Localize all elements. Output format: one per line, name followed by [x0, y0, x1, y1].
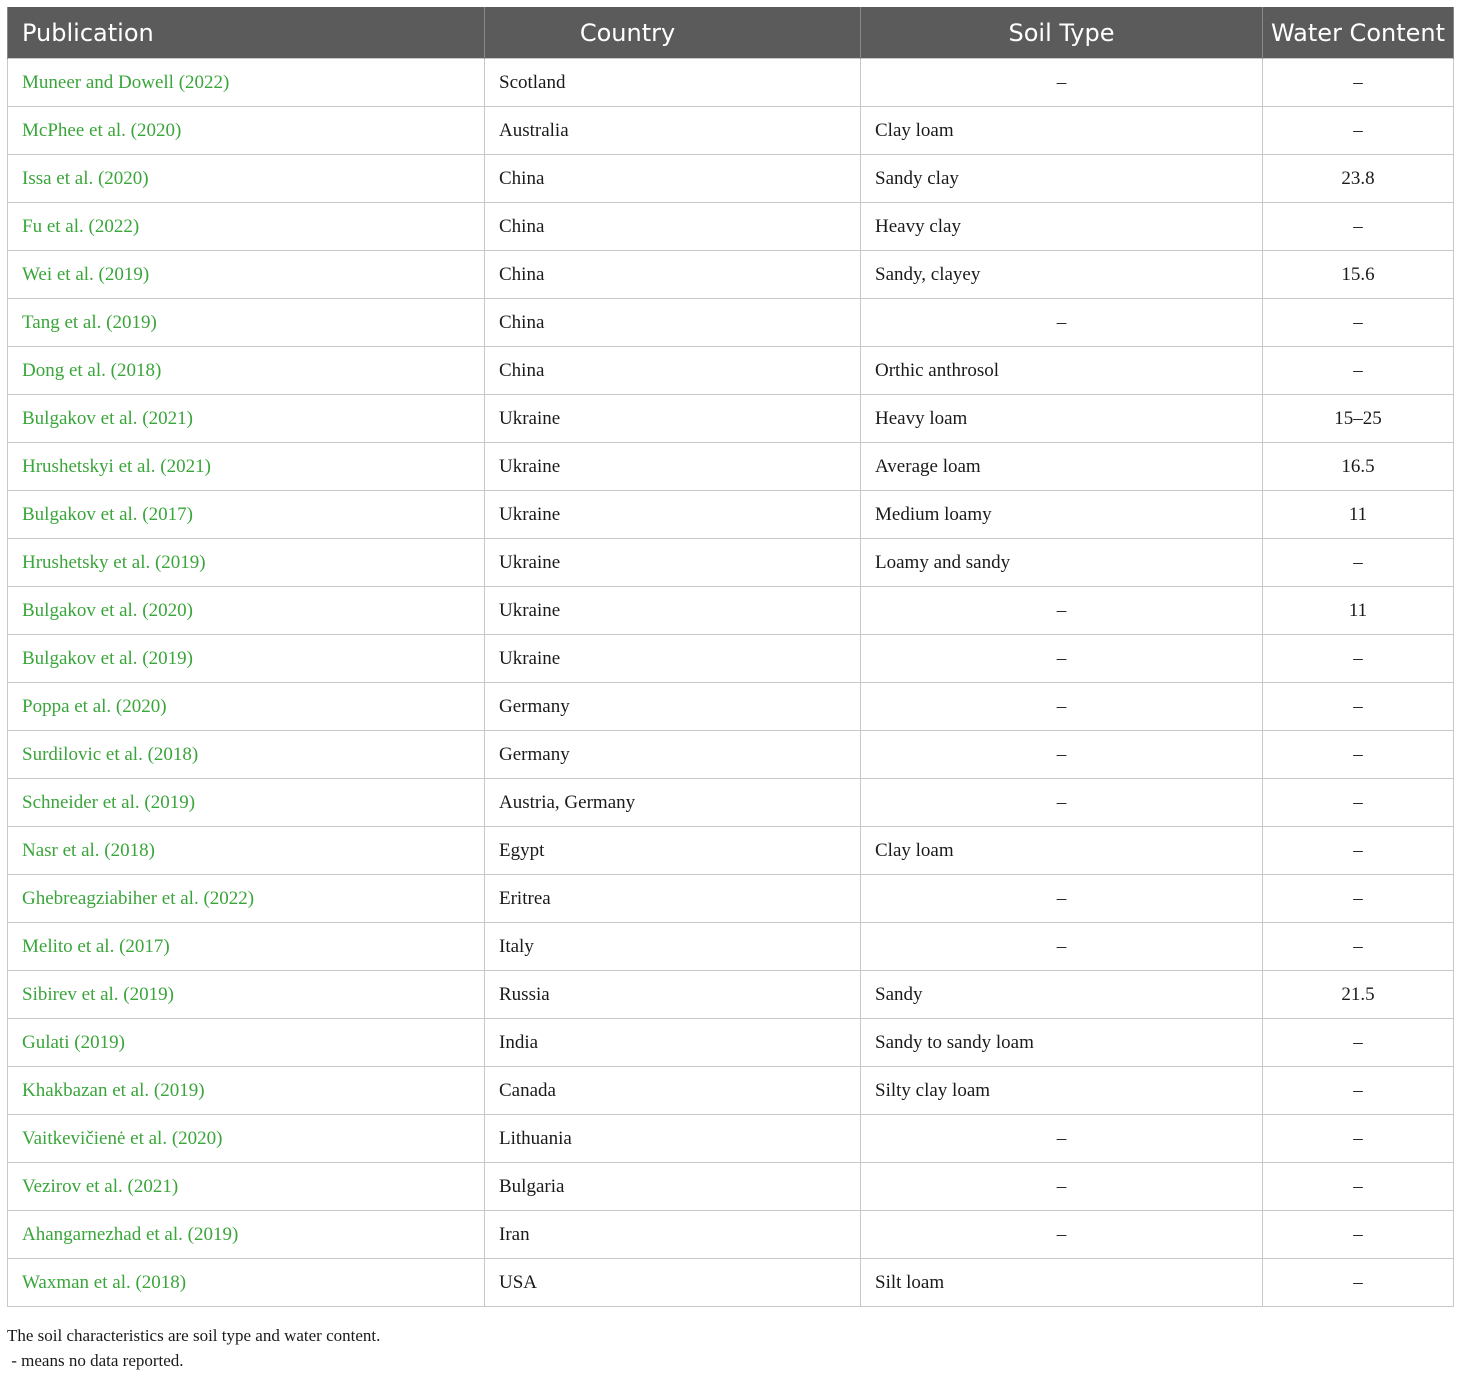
country-cell: Egypt: [485, 827, 861, 875]
publication-link[interactable]: Nasr et al. (2018): [8, 827, 485, 875]
publication-link[interactable]: Sibirev et al. (2019): [8, 971, 485, 1019]
table-row: [8, 155, 1454, 203]
country-cell: Lithuania: [485, 1115, 861, 1163]
country-cell: Ukraine: [485, 395, 861, 443]
soil-type-cell: –: [861, 779, 1263, 827]
water-content-cell: –: [1263, 1067, 1454, 1115]
table-row: [8, 539, 1454, 587]
country-cell: China: [485, 251, 861, 299]
water-content-cell: –: [1263, 1163, 1454, 1211]
publication-link[interactable]: Tang et al. (2019): [8, 299, 485, 347]
soil-type-cell: –: [861, 1211, 1263, 1259]
water-content-cell: –: [1263, 1259, 1454, 1307]
publication-link[interactable]: Bulgakov et al. (2019): [8, 635, 485, 683]
soil-type-cell: Sandy: [861, 971, 1263, 1019]
country-cell: Scotland: [485, 59, 861, 107]
soil-type-cell: –: [861, 587, 1263, 635]
country-cell: China: [485, 203, 861, 251]
soil-type-cell: Sandy, clayey: [861, 251, 1263, 299]
water-content-cell: –: [1263, 539, 1454, 587]
publication-link[interactable]: Bulgakov et al. (2017): [8, 491, 485, 539]
country-cell: Ukraine: [485, 587, 861, 635]
publication-link[interactable]: Hrushetskyi et al. (2021): [8, 443, 485, 491]
table-row: [8, 731, 1454, 779]
soil-type-cell: Heavy clay: [861, 203, 1263, 251]
table-row: [8, 203, 1454, 251]
water-content-cell: 21.5: [1263, 971, 1454, 1019]
table-footnotes: [7, 1323, 380, 1373]
table-row: [8, 107, 1454, 155]
publication-link[interactable]: Muneer and Dowell (2022): [8, 59, 485, 107]
soil-type-cell: –: [861, 875, 1263, 923]
country-cell: Italy: [485, 923, 861, 971]
water-content-cell: –: [1263, 683, 1454, 731]
soil-type-cell: Clay loam: [861, 107, 1263, 155]
table-row: [8, 1115, 1454, 1163]
soil-type-cell: –: [861, 731, 1263, 779]
publication-link[interactable]: Schneider et al. (2019): [8, 779, 485, 827]
table-row: [8, 1211, 1454, 1259]
country-cell: Austria, Germany: [485, 779, 861, 827]
table-row: [8, 395, 1454, 443]
publication-link[interactable]: Fu et al. (2022): [8, 203, 485, 251]
soil-type-cell: –: [861, 1163, 1263, 1211]
table-row: [8, 923, 1454, 971]
header-water-content: Water Content: [1263, 7, 1454, 59]
country-cell: Australia: [485, 107, 861, 155]
soil-type-cell: Loamy and sandy: [861, 539, 1263, 587]
footnote-dash-meaning: - means no data reported.: [7, 1351, 184, 1370]
soil-type-cell: –: [861, 923, 1263, 971]
publication-link[interactable]: Bulgakov et al. (2020): [8, 587, 485, 635]
soil-type-cell: Orthic anthrosol: [861, 347, 1263, 395]
publication-link[interactable]: Wei et al. (2019): [8, 251, 485, 299]
country-cell: Germany: [485, 683, 861, 731]
water-content-cell: –: [1263, 827, 1454, 875]
water-content-cell: 23.8: [1263, 155, 1454, 203]
country-cell: USA: [485, 1259, 861, 1307]
publication-link[interactable]: Hrushetsky et al. (2019): [8, 539, 485, 587]
country-cell: Bulgaria: [485, 1163, 861, 1211]
table-row: [8, 875, 1454, 923]
country-cell: Ukraine: [485, 539, 861, 587]
table-row: [8, 59, 1454, 107]
country-cell: Ukraine: [485, 635, 861, 683]
country-cell: Ukraine: [485, 443, 861, 491]
publication-link[interactable]: Dong et al. (2018): [8, 347, 485, 395]
table-row: [8, 1067, 1454, 1115]
publication-link[interactable]: McPhee et al. (2020): [8, 107, 485, 155]
header-publication: Publication: [8, 7, 485, 59]
table-row: [8, 251, 1454, 299]
soil-type-cell: –: [861, 635, 1263, 683]
header-soil-type: Soil Type: [861, 7, 1263, 59]
table-row: [8, 347, 1454, 395]
country-cell: Canada: [485, 1067, 861, 1115]
water-content-cell: –: [1263, 1115, 1454, 1163]
soil-type-cell: Average loam: [861, 443, 1263, 491]
publication-link[interactable]: Khakbazan et al. (2019): [8, 1067, 485, 1115]
country-cell: China: [485, 299, 861, 347]
table-row: [8, 827, 1454, 875]
footnote-soil-characteristics: The soil characteristics are soil type and water content.: [7, 1326, 381, 1345]
country-cell: China: [485, 347, 861, 395]
water-content-cell: –: [1263, 203, 1454, 251]
publication-link[interactable]: Bulgakov et al. (2021): [8, 395, 485, 443]
soil-type-cell: Heavy loam: [861, 395, 1263, 443]
table-row: [8, 779, 1454, 827]
water-content-cell: –: [1263, 923, 1454, 971]
country-cell: India: [485, 1019, 861, 1067]
table-row: [8, 971, 1454, 1019]
water-content-cell: 15–25: [1263, 395, 1454, 443]
water-content-cell: –: [1263, 731, 1454, 779]
country-cell: China: [485, 155, 861, 203]
header-row: [8, 7, 1454, 59]
table-row: [8, 635, 1454, 683]
water-content-cell: –: [1263, 59, 1454, 107]
publication-link[interactable]: Gulati (2019): [8, 1019, 485, 1067]
publication-link[interactable]: Ahangarnezhad et al. (2019): [8, 1211, 485, 1259]
water-content-cell: 16.5: [1263, 443, 1454, 491]
soil-type-cell: Sandy clay: [861, 155, 1263, 203]
water-content-cell: –: [1263, 875, 1454, 923]
publication-link[interactable]: Issa et al. (2020): [8, 155, 485, 203]
table-row: [8, 299, 1454, 347]
table-body: [8, 59, 1454, 1307]
publication-link[interactable]: Poppa et al. (2020): [8, 683, 485, 731]
water-content-cell: –: [1263, 299, 1454, 347]
soil-type-cell: –: [861, 59, 1263, 107]
publication-link[interactable]: Vezirov et al. (2021): [8, 1163, 485, 1211]
soil-type-cell: Sandy to sandy loam: [861, 1019, 1263, 1067]
table-row: [8, 587, 1454, 635]
country-cell: Germany: [485, 731, 861, 779]
country-cell: Eritrea: [485, 875, 861, 923]
water-content-cell: –: [1263, 107, 1454, 155]
soil-type-cell: –: [861, 683, 1263, 731]
water-content-cell: 11: [1263, 587, 1454, 635]
water-content-cell: –: [1263, 1211, 1454, 1259]
publication-link[interactable]: Melito et al. (2017): [8, 923, 485, 971]
table-row: [8, 443, 1454, 491]
table-row: [8, 1163, 1454, 1211]
publication-link[interactable]: Vaitkevičienė et al. (2020): [8, 1115, 485, 1163]
soil-type-cell: Medium loamy: [861, 491, 1263, 539]
water-content-cell: 11: [1263, 491, 1454, 539]
publication-link[interactable]: Ghebreagziabiher et al. (2022): [8, 875, 485, 923]
water-content-cell: –: [1263, 1019, 1454, 1067]
soil-type-cell: –: [861, 1115, 1263, 1163]
publication-link[interactable]: Surdilovic et al. (2018): [8, 731, 485, 779]
publication-link[interactable]: Waxman et al. (2018): [8, 1259, 485, 1307]
water-content-cell: 15.6: [1263, 251, 1454, 299]
table-row: [8, 683, 1454, 731]
table-row: [8, 1019, 1454, 1067]
water-content-cell: –: [1263, 779, 1454, 827]
water-content-cell: –: [1263, 347, 1454, 395]
soil-type-cell: Silty clay loam: [861, 1067, 1263, 1115]
table-row: [8, 491, 1454, 539]
header-country: Country: [485, 7, 861, 59]
soil-type-cell: Silt loam: [861, 1259, 1263, 1307]
table-row: [8, 1259, 1454, 1307]
soil-type-cell: –: [861, 299, 1263, 347]
soil-characteristics-table: [7, 7, 1454, 1307]
water-content-cell: –: [1263, 635, 1454, 683]
soil-type-cell: Clay loam: [861, 827, 1263, 875]
country-cell: Russia: [485, 971, 861, 1019]
country-cell: Iran: [485, 1211, 861, 1259]
country-cell: Ukraine: [485, 491, 861, 539]
